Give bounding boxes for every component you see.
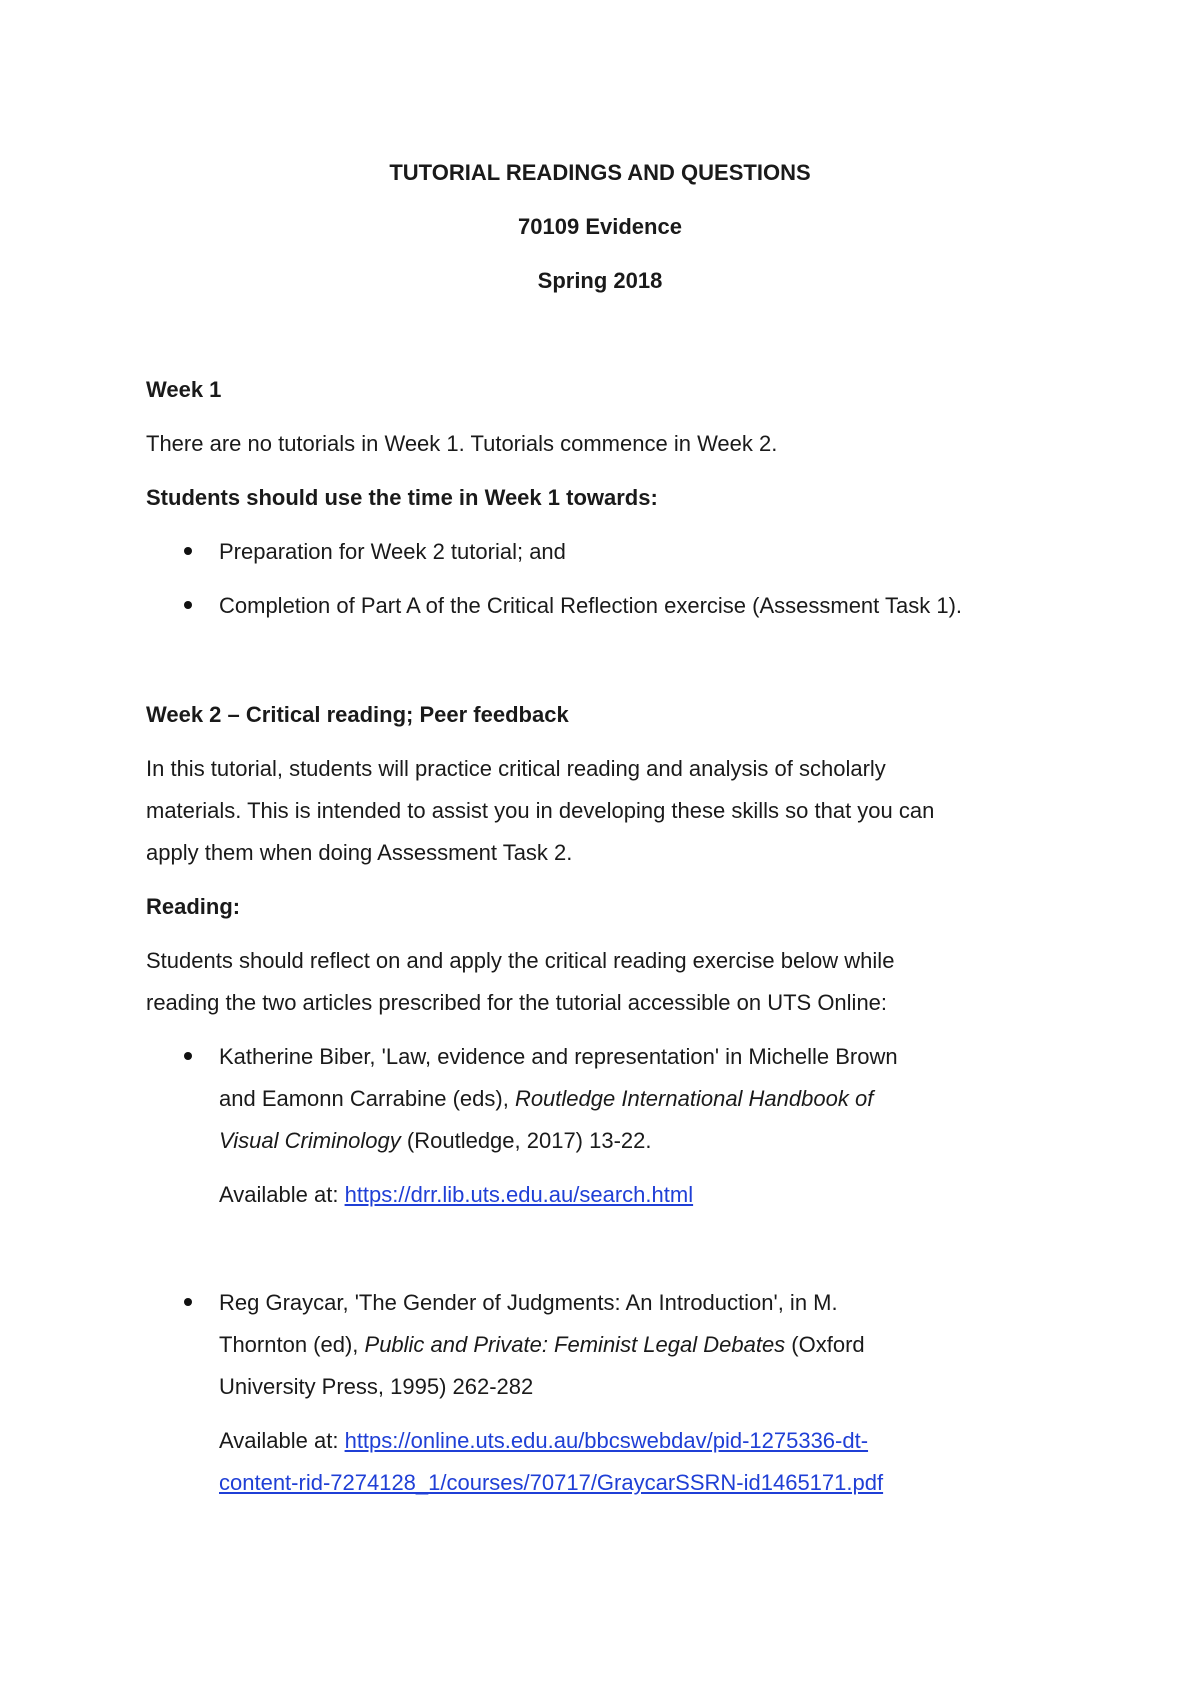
available-at-label: Available at: [219, 1182, 345, 1207]
week1-bullet-2: Completion of Part A of the Critical Reflection exercise (Assessment Task 1). [219, 593, 963, 618]
reading-2-citation-line-3: University Press, 1995) 262-282 [219, 1374, 534, 1399]
reading-2-link-cont [219, 1470, 883, 1496]
reading-2-citation-line-1: Reg Graycar, 'The Gender of Judgments: An Introduction', in M. [219, 1290, 838, 1315]
reading-2-link[interactable]: https://online.uts.edu.au/bbcswebdav/pid-1275336-dt- [344, 1428, 869, 1453]
week1-bullet-1: Preparation for Week 2 tutorial; and [219, 539, 566, 564]
reading-1-citation-line-2 [219, 1086, 873, 1112]
bullet-icon [184, 1052, 192, 1060]
week2-heading: Week 2 – Critical reading; Peer feedback [146, 702, 569, 727]
reading-1-editors: and Eamonn Carrabine (eds), [219, 1086, 515, 1111]
session-label: Spring 2018 [537, 268, 663, 293]
reading-2-publisher-start: (Oxford [785, 1332, 865, 1357]
bullet-icon [184, 1298, 192, 1306]
subject-code: 70109 Evidence [518, 214, 682, 239]
reading-1-citation-line-3 [219, 1128, 652, 1154]
reading-1-availability [219, 1182, 693, 1208]
week1-lead: Students should use the time in Week 1 towards: [146, 485, 658, 510]
reading-1-link[interactable]: https://drr.lib.uts.edu.au/search.html [344, 1182, 694, 1207]
reading-2-link-continued[interactable]: content-rid-7274128_1/courses/70717/GraycarSSRN-id1465171.pdf [219, 1470, 884, 1495]
week1-intro: There are no tutorials in Week 1. Tutorials commence in Week 2. [146, 431, 778, 456]
reading-2-editor: Thornton (ed), [219, 1332, 365, 1357]
reading-intro-line-1: Students should reflect on and apply the critical reading exercise below while [146, 948, 895, 973]
reading-2-book-title: Public and Private: Feminist Legal Debates [364, 1332, 786, 1357]
reading-2-citation-line-2 [219, 1332, 865, 1358]
available-at-label: Available at: [219, 1428, 345, 1453]
bullet-icon [184, 547, 192, 555]
week2-intro-line-3: apply them when doing Assessment Task 2. [146, 840, 573, 865]
reading-intro-line-2: reading the two articles prescribed for the tutorial accessible on UTS Online: [146, 990, 888, 1015]
reading-heading: Reading: [146, 894, 241, 919]
document-title: TUTORIAL READINGS AND QUESTIONS [389, 160, 811, 185]
reading-1-publisher: (Routledge, 2017) 13-22. [400, 1128, 652, 1153]
reading-1-citation-line-1: Katherine Biber, 'Law, evidence and representation' in Michelle Brown [219, 1044, 898, 1069]
reading-1-book-title: Routledge International Handbook of [514, 1086, 874, 1111]
reading-2-availability [219, 1428, 868, 1454]
week1-heading: Week 1 [146, 377, 222, 402]
week2-intro-line-1: In this tutorial, students will practice critical reading and analysis of scholarly [146, 756, 886, 781]
week2-intro-line-2: materials. This is intended to assist you in developing these skills so that you can [146, 798, 935, 823]
bullet-icon [184, 601, 192, 609]
reading-1-book-title-cont: Visual Criminology [219, 1128, 401, 1153]
